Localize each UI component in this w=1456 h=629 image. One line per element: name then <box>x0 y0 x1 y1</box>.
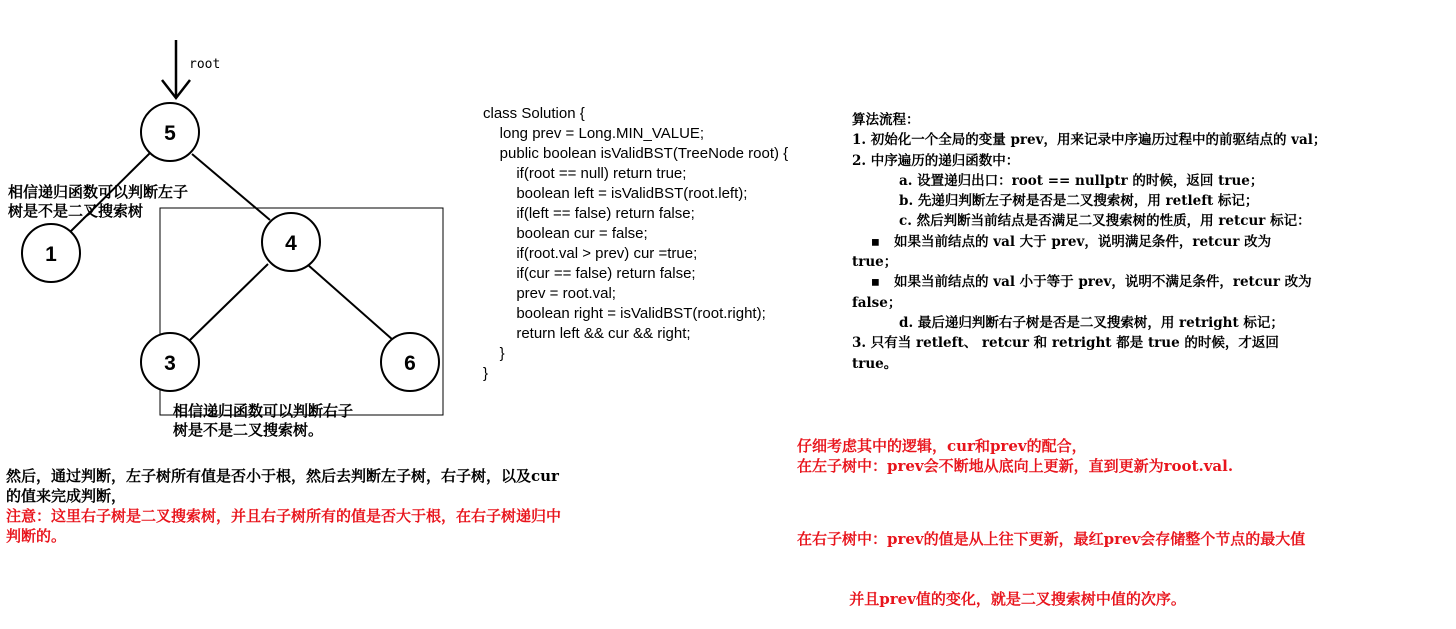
root-label: root <box>189 57 221 72</box>
svg-text:1: 1 <box>45 243 57 266</box>
code-line: return left && cur && right; <box>483 325 691 342</box>
code-line: if(root.val > prev) cur =true; <box>483 245 698 262</box>
code-line: boolean left = isValidBST(root.left); <box>483 185 748 202</box>
explanation-line: 的值来完成判断， <box>6 487 127 505</box>
algorithm-line: b. 先递归判断左子树是否是二叉搜索树，用 retleft 标记； <box>852 193 1259 210</box>
code-line: if(left == false) return false; <box>483 205 695 222</box>
explanation-warning-line: 判断的。 <box>6 527 67 545</box>
left-subtree-note <box>8 183 188 221</box>
algorithm-line: ▪ 如果当前结点的 val 小于等于 prev，说明不满足条件，retcur 改为 <box>852 274 1312 291</box>
code-line: boolean right = isValidBST(root.right); <box>483 305 766 322</box>
red-note-line: 仔细考虑其中的逻辑，cur和prev的配合， <box>797 437 1087 455</box>
edge-4-6 <box>308 265 393 340</box>
tree-node <box>262 213 320 271</box>
algorithm-line: ▪ 如果当前结点的 val 大于 prev，说明满足条件，retcur 改为 <box>852 233 1272 250</box>
edge-5-4 <box>192 154 270 220</box>
red-note-line: 在左子树中：prev会不断地从底向上更新，直到更新为root.val. <box>797 457 1234 475</box>
explanation-line: 然后，通过判断，左子树所有值是否小于根，然后去判断左子树，右子树，以及cur <box>6 467 559 485</box>
code-line: } <box>483 365 489 382</box>
code-line: class Solution { <box>483 105 585 122</box>
explanation-block <box>6 466 561 546</box>
code-line: long prev = Long.MIN_VALUE; <box>483 125 705 142</box>
code-line: public boolean isValidBST(TreeNode root) { <box>483 145 789 162</box>
algorithm-line: a. 设置递归出口：root == nullptr 的时候，返回 true； <box>852 172 1264 189</box>
right-subtree-note <box>173 402 353 440</box>
red-notes-top <box>797 436 1233 476</box>
algorithm-line: d. 最后递归判断右子树是否是二叉搜索树，用 retright 标记； <box>852 314 1284 331</box>
svg-text:5: 5 <box>164 122 176 145</box>
tree-node <box>381 333 439 391</box>
edge-4-3 <box>190 264 268 340</box>
root-arrow <box>162 40 190 98</box>
explanation-warning-line: 注意：这里右子树是二叉搜索树，并且右子树所有的值是否大于根，在右子树递归中 <box>6 507 562 525</box>
code-line: if(root == null) return true; <box>483 165 687 182</box>
algorithm-line: 算法流程： <box>852 112 920 128</box>
algorithm-block <box>852 110 1448 374</box>
algorithm-line: true。 <box>852 355 898 372</box>
red-notes-bottom <box>797 489 1305 629</box>
algorithm-line: c. 然后判断当前结点是否满足二叉搜索树的性质，用 retcur 标记： <box>852 213 1311 230</box>
tree-node <box>141 333 199 391</box>
svg-text:6: 6 <box>404 352 416 375</box>
algorithm-line: 1. 初始化一个全局的变量 prev，用来记录中序遍历过程中的前驱结点的 val； <box>852 132 1327 149</box>
code-line: boolean cur = false; <box>483 225 648 242</box>
red-note-line: 在右子树中：prev的值是从上往下更新，最红prev会存储整个节点的最大值 <box>797 530 1306 548</box>
svg-text:4: 4 <box>285 232 297 255</box>
note-line: 树是不是二叉搜索树。 <box>173 421 324 439</box>
note-line: 相信递归函数可以判断左子 <box>8 183 189 201</box>
code-line: } <box>483 345 505 362</box>
code-block <box>483 104 788 384</box>
note-line: 相信递归函数可以判断右子 <box>173 402 354 420</box>
algorithm-line: true； <box>852 254 898 271</box>
note-line: 树是不是二叉搜索树 <box>8 202 144 220</box>
red-note-line: 并且prev值的变化，就是二叉搜索树中值的次序。 <box>797 590 1186 608</box>
code-line: prev = root.val; <box>483 285 616 302</box>
tree-node <box>141 103 199 161</box>
algorithm-line: 2. 中序遍历的递归函数中： <box>852 152 1020 169</box>
algorithm-line: false； <box>852 294 902 311</box>
code-line: if(cur == false) return false; <box>483 265 696 282</box>
tree-node <box>22 224 80 282</box>
algorithm-line: 3. 只有当 retleft、 retcur 和 retright 都是 true 的时候，才返回 <box>852 335 1279 352</box>
svg-text:3: 3 <box>164 352 176 375</box>
